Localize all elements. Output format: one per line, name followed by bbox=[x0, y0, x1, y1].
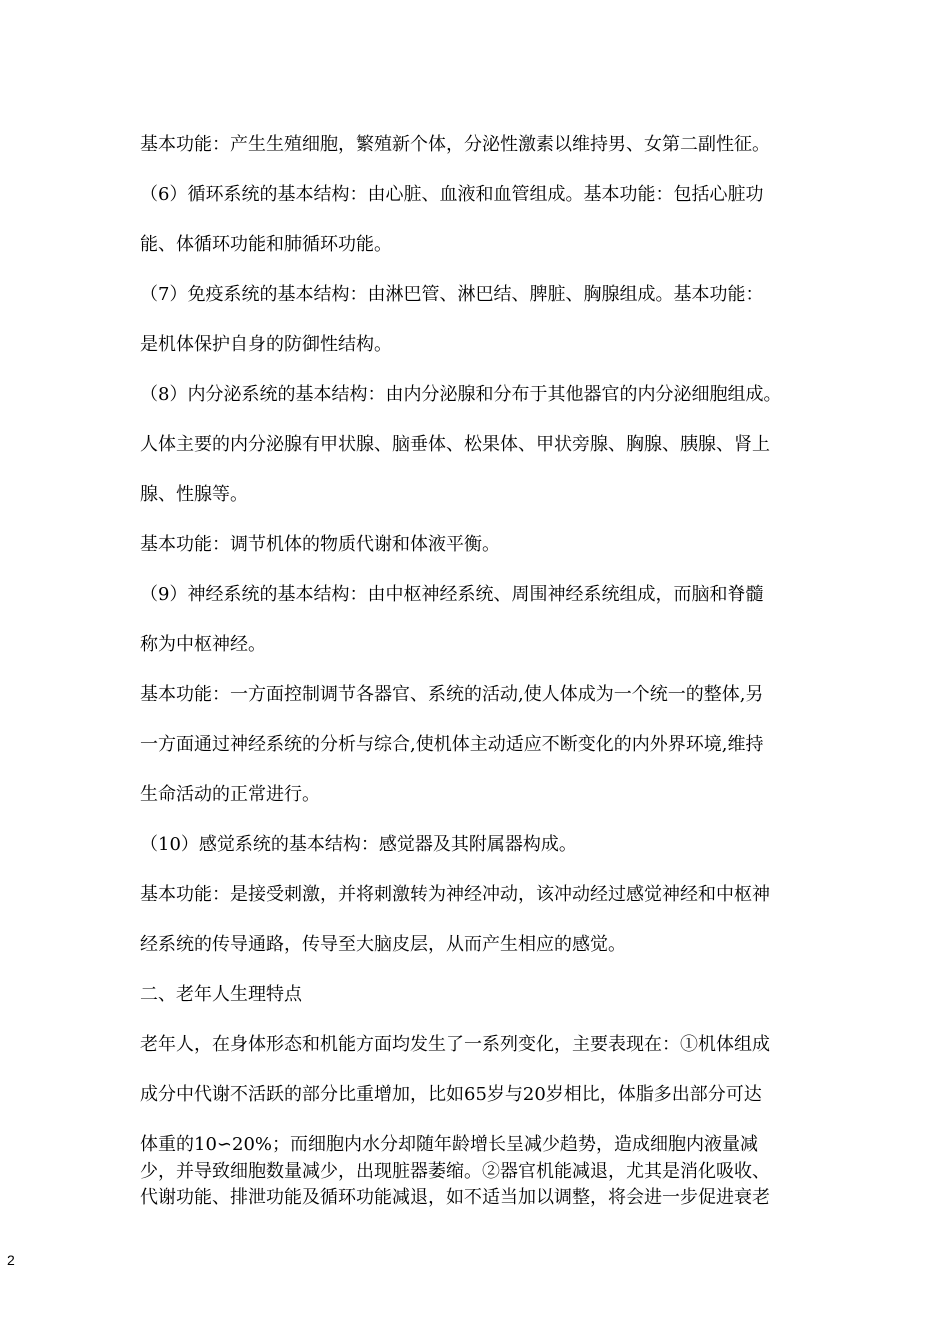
text-line: 称为中枢神经。 bbox=[140, 634, 266, 655]
text-line: （7）免疫系统的基本结构：由淋巴管、淋巴结、脾脏、胸腺组成。基本功能： bbox=[140, 284, 764, 305]
text-line: 腺、性腺等。 bbox=[140, 484, 248, 505]
text-line: 是机体保护自身的防御性结构。 bbox=[140, 334, 392, 355]
page-number: 2 bbox=[7, 1252, 15, 1268]
text-line: （10）感觉系统的基本结构：感觉器及其附属器构成。 bbox=[140, 834, 577, 855]
text-line: 代谢功能、排泄功能及循环功能减退，如不适当加以调整，将会进一步促进衰老 bbox=[140, 1187, 770, 1208]
text-line: 少，并导致细胞数量减少，出现脏器萎缩。②器官机能减退，尤其是消化吸收、 bbox=[140, 1161, 770, 1182]
text-line: 人体主要的内分泌腺有甲状腺、脑垂体、松果体、甲状旁腺、胸腺、胰腺、肾上 bbox=[140, 434, 770, 455]
text-line: （9）神经系统的基本结构：由中枢神经系统、周围神经系统组成，而脑和脊髓 bbox=[140, 584, 764, 605]
text-line: 能、体循环功能和肺循环功能。 bbox=[140, 234, 392, 255]
text-line: 一方面通过神经系统的分析与综合,使机体主动适应不断变化的内外界环境,维持 bbox=[140, 734, 764, 755]
text-line: 基本功能：产生生殖细胞，繁殖新个体，分泌性激素以维持男、女第二副性征。 bbox=[140, 134, 770, 155]
text-line: （6）循环系统的基本结构：由心脏、血液和血管组成。基本功能：包括心脏功 bbox=[140, 184, 764, 205]
text-line: 经系统的传导通路，传导至大脑皮层，从而产生相应的感觉。 bbox=[140, 934, 626, 955]
text-line: 老年人，在身体形态和机能方面均发生了一系列变化，主要表现在：①机体组成 bbox=[140, 1034, 770, 1055]
text-line: 体重的10∽20%；而细胞内水分却随年龄增长呈减少趋势，造成细胞内液量减 bbox=[140, 1134, 758, 1155]
text-line: （8）内分泌系统的基本结构：由内分泌腺和分布于其他器官的内分泌细胞组成。 bbox=[140, 384, 782, 405]
text-line: 生命活动的正常进行。 bbox=[140, 784, 320, 805]
section-heading: 二、老年人生理特点 bbox=[140, 984, 302, 1005]
text-line: 基本功能：调节机体的物质代谢和体液平衡。 bbox=[140, 534, 500, 555]
text-line: 基本功能：是接受刺激，并将刺激转为神经冲动，该冲动经过感觉神经和中枢神 bbox=[140, 884, 770, 905]
text-line: 基本功能：一方面控制调节各器官、系统的活动,使人体成为一个统一的整体,另 bbox=[140, 684, 764, 705]
text-line: 成分中代谢不活跃的部分比重增加，比如65岁与20岁相比，体脂多出部分可达 bbox=[140, 1084, 762, 1105]
